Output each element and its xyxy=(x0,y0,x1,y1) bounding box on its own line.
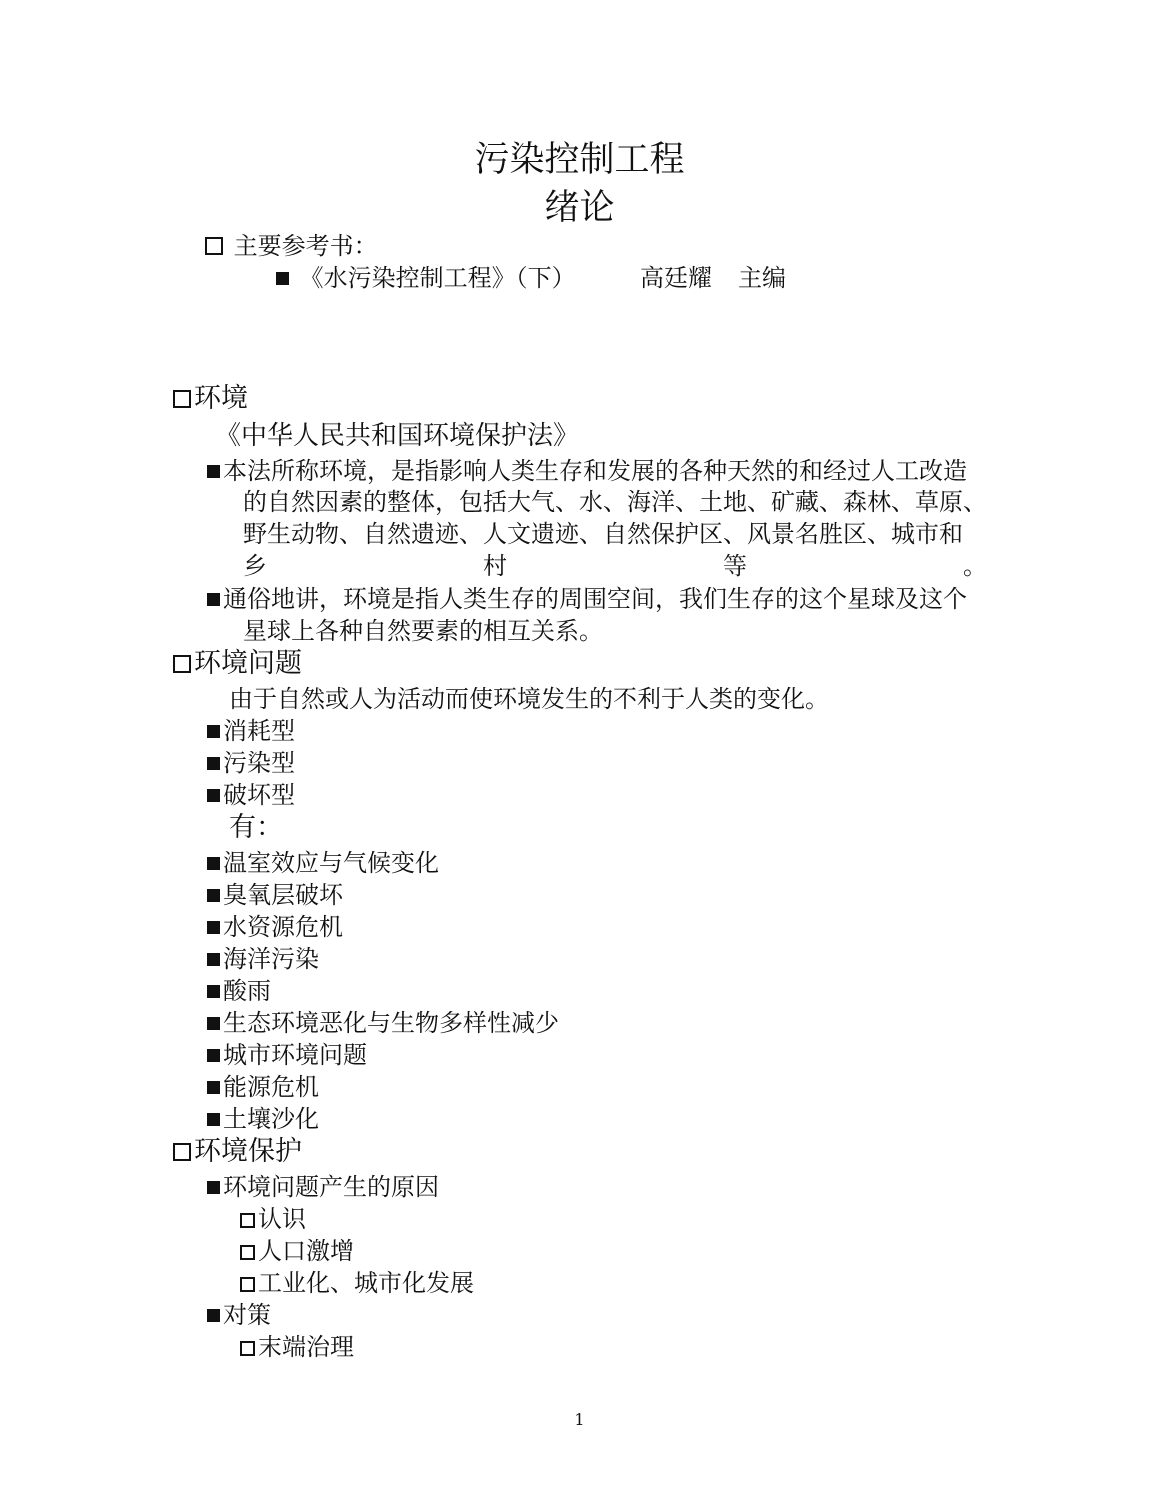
filled-square-bullet-icon xyxy=(207,857,220,870)
problem-item: 水资源危机 xyxy=(207,912,343,942)
filled-square-bullet-icon xyxy=(207,1081,220,1094)
problem-type-item: 消耗型 xyxy=(207,716,295,746)
section-protection-heading: 环境保护 xyxy=(173,1137,302,1167)
problem-item: 臭氧层破坏 xyxy=(207,880,343,910)
page-title: 污染控制工程 xyxy=(474,140,685,180)
definition-1-line-1: 本法所称环境，是指影响人类生存和发展的各种天然的和经过人工改造 xyxy=(207,456,967,486)
reference-role: 主编 xyxy=(738,264,786,292)
filled-square-bullet-icon xyxy=(207,921,220,934)
cause-item: 工业化、城市化发展 xyxy=(240,1268,474,1298)
problem-item: 城市环境问题 xyxy=(207,1040,367,1070)
hollow-square-bullet-icon xyxy=(240,1245,255,1260)
filled-square-bullet-icon xyxy=(207,593,220,606)
problem-item: 海洋污染 xyxy=(207,944,319,974)
reference-book xyxy=(276,263,576,293)
reference-author: 高廷耀 xyxy=(640,264,712,292)
law-title: 《中华人民共和国环境保护法》 xyxy=(215,421,580,451)
problem-type-item: 破坏型 xyxy=(207,780,295,810)
cause-item: 人口激增 xyxy=(240,1236,354,1266)
book-title: 《水污染控制工程》（下） xyxy=(299,264,576,292)
hollow-square-bullet-icon xyxy=(240,1213,255,1228)
problem-item: 土壤沙化 xyxy=(207,1104,319,1134)
page-subtitle: 绪论 xyxy=(544,188,615,228)
cause-item: 认识 xyxy=(240,1204,306,1234)
page-number: 1 xyxy=(574,1410,585,1429)
section-problems-heading: 环境问题 xyxy=(173,649,302,679)
hollow-square-bullet-icon xyxy=(240,1277,255,1292)
references-heading: 主要参考书： xyxy=(205,231,378,261)
definition-1-line-3: 野生动物、自然遗迹、人文遗迹、自然保护区、风景名胜区、城市和 xyxy=(243,520,963,548)
measure-item: 末端治理 xyxy=(240,1332,354,1362)
filled-square-bullet-icon xyxy=(207,1181,220,1194)
definition-1-line-4: 乡 村 等 。 xyxy=(243,552,987,580)
hollow-square-bullet-icon xyxy=(173,390,191,408)
definition-2-line-1: 通俗地讲，环境是指人类生存的周围空间，我们生存的这个星球及这个 xyxy=(207,584,967,614)
problems-definition: 由于自然或人为活动而使环境发生的不利于人类的变化。 xyxy=(229,685,829,713)
hollow-square-bullet-icon xyxy=(173,1143,191,1161)
filled-square-bullet-icon xyxy=(207,985,220,998)
problem-item: 生态环境恶化与生物多样性减少 xyxy=(207,1008,559,1038)
problem-item: 酸雨 xyxy=(207,976,271,1006)
filled-square-bullet-icon xyxy=(207,725,220,738)
filled-square-bullet-icon xyxy=(207,1309,220,1322)
filled-square-bullet-icon xyxy=(276,272,289,285)
definition-1-line-2: 的自然因素的整体，包括大气、水、海洋、土地、矿藏、森林、草原、 xyxy=(243,488,987,516)
problem-item: 温室效应与气候变化 xyxy=(207,848,439,878)
problem-type-item: 污染型 xyxy=(207,748,295,778)
filled-square-bullet-icon xyxy=(207,757,220,770)
filled-square-bullet-icon xyxy=(207,953,220,966)
filled-square-bullet-icon xyxy=(207,1113,220,1126)
filled-square-bullet-icon xyxy=(207,889,220,902)
hollow-square-bullet-icon xyxy=(205,237,223,255)
measures-label: 对策 xyxy=(207,1300,271,1330)
filled-square-bullet-icon xyxy=(207,1049,220,1062)
causes-label: 环境问题产生的原因 xyxy=(207,1172,439,1202)
section-environment-heading: 环境 xyxy=(173,384,248,414)
definition-2-line-2: 星球上各种自然要素的相互关系。 xyxy=(243,617,603,645)
hollow-square-bullet-icon xyxy=(240,1341,255,1356)
problem-item: 能源危机 xyxy=(207,1072,319,1102)
filled-square-bullet-icon xyxy=(207,465,220,478)
filled-square-bullet-icon xyxy=(207,789,220,802)
filled-square-bullet-icon xyxy=(207,1017,220,1030)
hollow-square-bullet-icon xyxy=(173,655,191,673)
problems-have-label: 有： xyxy=(229,812,283,843)
